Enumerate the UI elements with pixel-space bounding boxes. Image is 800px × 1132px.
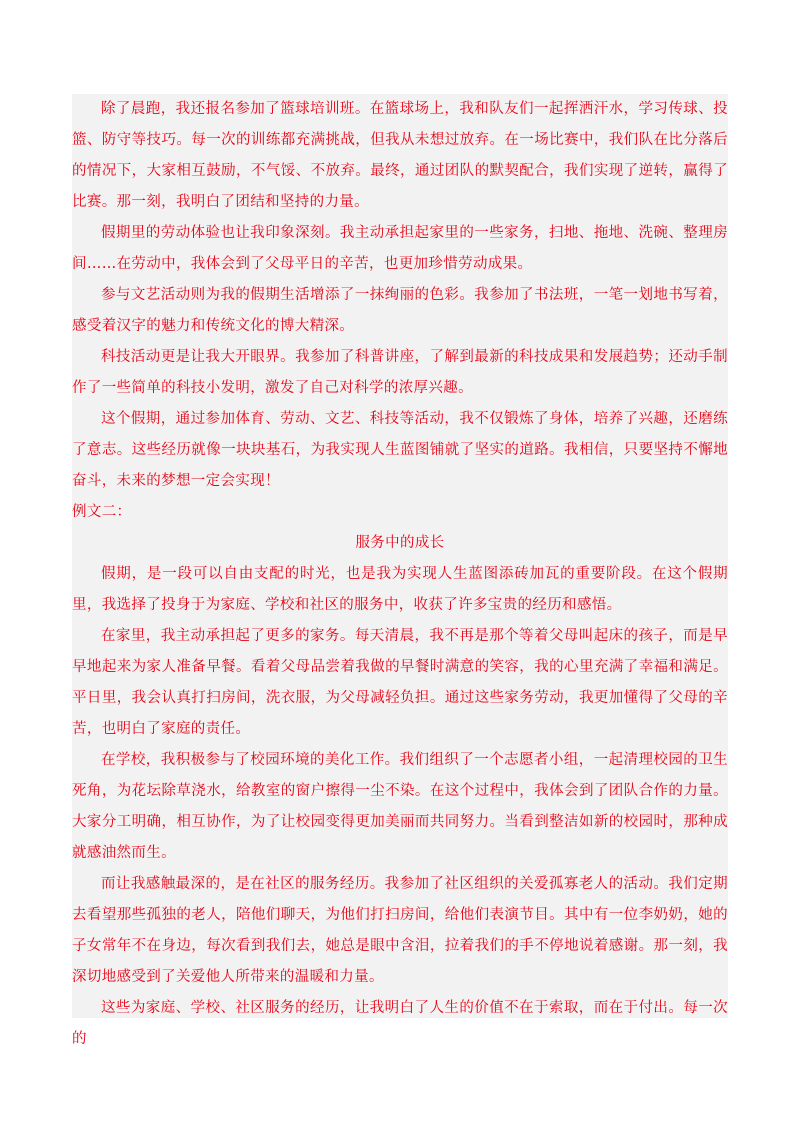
paragraph: 科技活动更是让我大开眼界。我参加了科普讲座，了解到最新的科技成果和发展趋势；还动手制作了一些简单的科技小发明，激发了自己对科学的浓厚兴趣。 bbox=[72, 349, 728, 396]
example-label: 例文二： bbox=[72, 504, 132, 520]
paragraph: 参与文艺活动则为我的假期生活增添了一抹绚丽的色彩。我参加了书法班，一笔一划地书写着，感受着汉字的魅力和传统文化的博大精深。 bbox=[72, 287, 728, 334]
essay-text-block bbox=[72, 94, 728, 1047]
essay-title: 服务中的成长 bbox=[355, 535, 445, 551]
paragraph: 假期，是一段可以自由支配的时光，也是我为实现人生蓝图添砖加瓦的重要阶段。在这个假期里，我选择了投身于为家庭、学校和社区的服务中，收获了许多宝贵的经历和感悟。 bbox=[72, 566, 728, 613]
paragraph: 除了晨跑，我还报名参加了篮球培训班。在篮球场上，我和队友们一起挥洒汗水，学习传球、投篮、防守等技巧。每一次的训练都充满挑战，但我从未想过放弃。在一场比赛中，我们队在比分落后的情况下，大家相互鼓励，不气馁、不放弃。最终，通过团队的默契配合，我们实现了逆转，赢得了比赛。那一刻，我明白了团结和坚持的力量。 bbox=[72, 101, 728, 210]
paragraph: 假期里的劳动体验也让我印象深刻。我主动承担起家里的一些家务，扫地、拖地、洗碗、整理房间……在劳动中，我体会到了父母平日的辛苦，也更加珍惜劳动成果。 bbox=[72, 225, 728, 272]
paragraph: 在学校，我积极参与了校园环境的美化工作。我们组织了一个志愿者小组，一起清理校园的卫生死角，为花坛除草浇水，给教室的窗户擦得一尘不染。在这个过程中，我体会到了团队合作的力量。大家分工明确，相互协作，为了让校园变得更加美丽而共同努力。当看到整洁如新的校园时，那种成就感油然而生。 bbox=[72, 752, 728, 861]
paragraph: 这些为家庭、学校、社区服务的经历，让我明白了人生的价值不在于索取，而在于付出。每一次的 bbox=[72, 1000, 728, 1047]
paragraph: 在家里，我主动承担起了更多的家务。每天清晨，我不再是那个等着父母叫起床的孩子，而是早早地起来为家人准备早餐。看着父母品尝着我做的早餐时满意的笑容，我的心里充满了幸福和满足。平日里，我会认真打扫房间，洗衣服，为父母减轻负担。通过这些家务劳动，我更加懂得了父母的辛苦，也明白了家庭的责任。 bbox=[72, 628, 728, 737]
paragraph: 这个假期，通过参加体育、劳动、文艺、科技等活动，我不仅锻炼了身体，培养了兴趣，还磨练了意志。这些经历就像一块块基石，为我实现人生蓝图铺就了坚实的道路。我相信，只要坚持不懈地奋斗，未来的梦想一定会实现！ bbox=[72, 411, 728, 489]
paragraph: 而让我感触最深的，是在社区的服务经历。我参加了社区组织的关爱孤寡老人的活动。我们定期去看望那些孤独的老人，陪他们聊天，为他们打扫房间，给他们表演节目。其中有一位李奶奶，她的子女常年不在身边，每次看到我们去，她总是眼中含泪，拉着我们的手不停地说着感谢。那一刻，我深切地感受到了关爱他人所带来的温暖和力量。 bbox=[72, 876, 728, 985]
